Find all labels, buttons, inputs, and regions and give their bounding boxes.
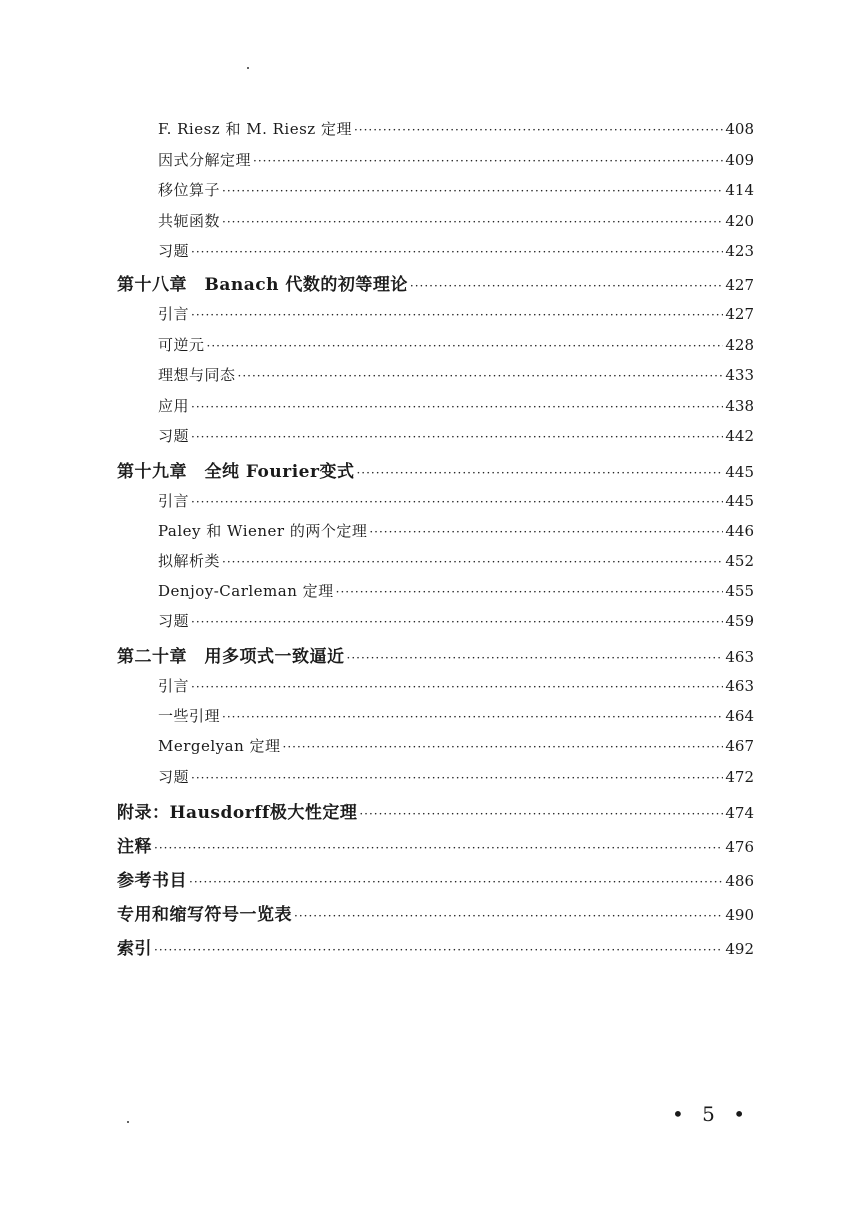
dot-leader [359, 807, 723, 821]
toc-entry-title: 引言 [158, 677, 190, 695]
toc-entry-page: 459 [725, 612, 754, 630]
toc-entry[interactable] [158, 364, 754, 386]
toc-entry-page: 455 [725, 582, 754, 600]
toc-chapter-title: 索引 [117, 939, 152, 959]
dot-leader [347, 651, 724, 665]
toc-entry-page: 420 [725, 212, 754, 230]
toc-entry-page: 414 [725, 181, 754, 199]
toc-chapter[interactable] [117, 270, 754, 294]
dot-leader [191, 430, 723, 444]
toc-chapter-title: 第十九章 全纯 Fourier变式 [117, 462, 355, 482]
toc-chapter[interactable] [117, 934, 754, 958]
toc-entry-page: 428 [725, 336, 754, 354]
dot-leader [369, 525, 723, 539]
dot-leader [191, 495, 723, 509]
toc-entry-page: 446 [725, 522, 754, 540]
toc-chapter-page: 476 [725, 838, 754, 856]
toc-entry-page: 433 [725, 366, 754, 384]
toc-chapter-title: 第二十章 用多项式一致逼近 [117, 647, 345, 667]
toc-entry[interactable] [158, 550, 754, 572]
toc-entry-title: 引言 [158, 305, 190, 323]
toc-entry[interactable] [158, 179, 754, 201]
toc-entry[interactable] [158, 490, 754, 512]
toc-entry-title: 应用 [158, 397, 190, 415]
toc-entry-title: 因式分解定理 [158, 151, 252, 169]
toc-entry-page: 409 [725, 151, 754, 169]
toc-chapter-page: 445 [725, 463, 754, 481]
toc-entry-page: 442 [725, 427, 754, 445]
toc-entry[interactable] [158, 520, 754, 542]
toc-entry-title: 理想与同态 [158, 366, 236, 384]
toc-entry-page: 464 [725, 707, 754, 725]
toc-entry[interactable] [158, 675, 754, 697]
toc-chapter[interactable] [117, 798, 754, 822]
toc-entry-title: 移位算子 [158, 181, 221, 199]
dot-leader [222, 710, 723, 724]
dot-leader [154, 943, 723, 957]
toc-entry-page: 408 [725, 120, 754, 138]
toc-entry[interactable] [158, 425, 754, 447]
toc-entry[interactable] [158, 334, 754, 356]
toc-entry[interactable] [158, 118, 754, 140]
dot-leader [222, 215, 723, 229]
toc-entry[interactable] [158, 610, 754, 632]
toc-entry-page: 438 [725, 397, 754, 415]
toc-entry[interactable] [158, 735, 754, 757]
dot-leader [222, 184, 723, 198]
toc-entry-page: 445 [725, 492, 754, 510]
dot-leader [336, 585, 724, 599]
toc-entry-title: 引言 [158, 492, 190, 510]
toc-chapter[interactable] [117, 900, 754, 924]
toc-entry-page: 452 [725, 552, 754, 570]
toc-entry-page: 427 [725, 305, 754, 323]
toc-entry-title: 可逆元 [158, 336, 205, 354]
toc-chapter-page: 492 [725, 940, 754, 958]
toc-chapter-page: 474 [725, 804, 754, 822]
dot-leader [222, 555, 723, 569]
scan-speck [247, 67, 249, 69]
dot-leader [354, 123, 723, 137]
toc-chapter-page: 486 [725, 872, 754, 890]
toc-chapter-title: 专用和缩写符号一览表 [117, 905, 292, 925]
dot-leader [191, 680, 723, 694]
toc-chapter-page: 427 [725, 276, 754, 294]
toc-entry-title: Mergelyan 定理 [158, 737, 281, 755]
toc-entry[interactable] [158, 580, 754, 602]
dot-leader [294, 909, 723, 923]
dot-leader [253, 154, 723, 168]
dot-leader [207, 339, 724, 353]
dot-leader [356, 466, 723, 480]
dot-leader [191, 245, 723, 259]
toc-entry-page: 467 [725, 737, 754, 755]
toc-entry[interactable] [158, 303, 754, 325]
toc-chapter[interactable] [117, 642, 754, 666]
toc-chapter[interactable] [117, 866, 754, 890]
toc-entry-page: 472 [725, 768, 754, 786]
scan-speck [127, 1121, 129, 1123]
dot-leader [154, 841, 723, 855]
toc-entry-title: 习题 [158, 242, 190, 260]
toc-chapter[interactable] [117, 457, 754, 481]
dot-leader [191, 308, 723, 322]
dot-leader [238, 369, 724, 383]
toc-entry-page: 463 [725, 677, 754, 695]
dot-leader [191, 615, 723, 629]
toc-entry-title: 习题 [158, 427, 190, 445]
dot-leader [189, 875, 723, 889]
toc-entry[interactable] [158, 395, 754, 417]
dot-leader [410, 279, 723, 293]
toc-entry-page: 423 [725, 242, 754, 260]
toc-entry[interactable] [158, 705, 754, 727]
toc-entry[interactable] [158, 766, 754, 788]
toc-entry[interactable] [158, 149, 754, 171]
toc-entry[interactable] [158, 210, 754, 232]
dot-leader [283, 740, 724, 754]
toc-chapter-title: 附录：Hausdorff极大性定理 [117, 803, 358, 823]
toc-entry[interactable] [158, 240, 754, 262]
toc-chapter-title: 第十八章 Banach 代数的初等理论 [117, 275, 408, 295]
toc-entry-title: 习题 [158, 612, 190, 630]
toc-entry-title: 一些引理 [158, 707, 221, 725]
toc-entry-title: Paley 和 Wiener 的两个定理 [158, 522, 368, 540]
dot-leader [191, 400, 723, 414]
toc-entry-title: Denjoy-Carleman 定理 [158, 582, 334, 600]
toc-entry-title: F. Riesz 和 M. Riesz 定理 [158, 120, 352, 138]
toc-chapter[interactable] [117, 832, 754, 856]
page-number: • 5 • [672, 1102, 752, 1126]
toc-entry-title: 共轭函数 [158, 212, 221, 230]
toc-chapter-title: 注释 [117, 837, 152, 857]
toc-chapter-page: 463 [725, 648, 754, 666]
dot-leader [191, 771, 723, 785]
toc-chapter-page: 490 [725, 906, 754, 924]
toc-entry-title: 拟解析类 [158, 552, 221, 570]
toc-chapter-title: 参考书目 [117, 871, 187, 891]
toc-entry-title: 习题 [158, 768, 190, 786]
